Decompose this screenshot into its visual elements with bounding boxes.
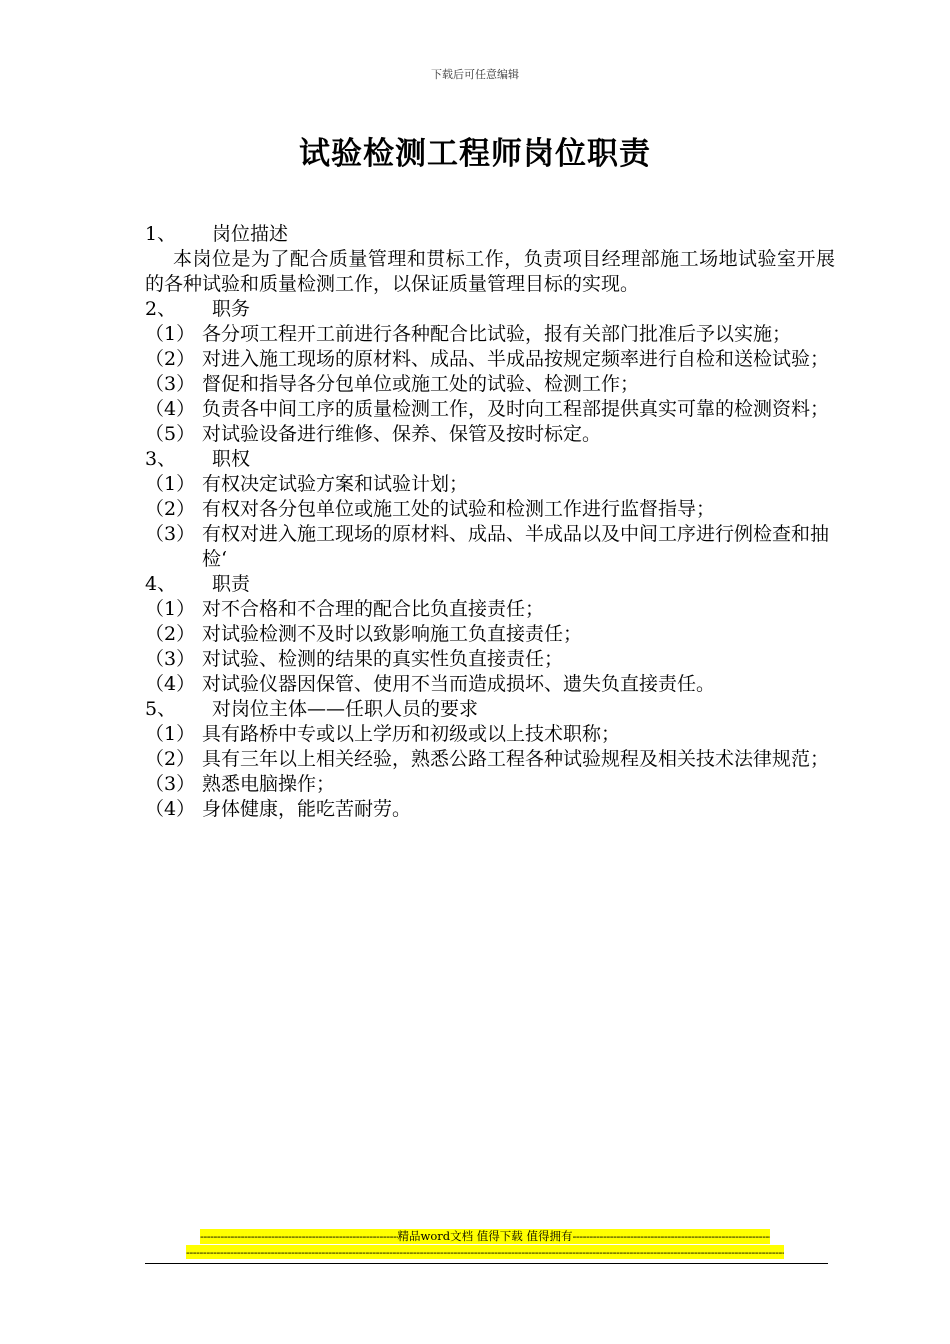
section-heading bbox=[145, 447, 835, 472]
item-text: 对不合格和不合理的配合比负直接责任； bbox=[202, 598, 545, 620]
document-body bbox=[145, 222, 835, 822]
section-number: 2、 bbox=[145, 298, 177, 320]
section-number: 3、 bbox=[145, 448, 177, 470]
item-text: 对试验仪器因保管、使用不当而造成损坏、遗失负直接责任。 bbox=[202, 673, 716, 695]
item-label: （2） bbox=[145, 748, 196, 770]
item-label: （4） bbox=[145, 398, 196, 420]
item-label: （3） bbox=[145, 773, 196, 795]
item-label: （5） bbox=[145, 423, 196, 445]
item-label: （4） bbox=[145, 798, 196, 820]
item-text: 督促和指导各分包单位或施工处的试验、检测工作； bbox=[202, 373, 640, 395]
item-label: （2） bbox=[145, 623, 196, 645]
item-text: 具有路桥中专或以上学历和初级或以上技术职称； bbox=[202, 723, 621, 745]
footer-banner bbox=[200, 1229, 770, 1244]
section-title: 职权 bbox=[212, 448, 251, 470]
list-item bbox=[145, 722, 835, 747]
list-item bbox=[145, 347, 835, 372]
section-title: 岗位描述 bbox=[212, 223, 289, 245]
footer-banner-text: 精品word文档 值得下载 值得拥有 bbox=[397, 1229, 573, 1243]
item-text: 对进入施工现场的原材料、成品、半成品按规定频率进行自检和送检试验； bbox=[202, 348, 830, 370]
footer-dash-row bbox=[186, 1245, 784, 1259]
item-label: （1） bbox=[145, 723, 196, 745]
item-label: （3） bbox=[145, 648, 196, 670]
description-paragraph: 本岗位是为了配合质量管理和贯标工作，负责项目经理部施工场地试验室开展的各种试验和质量检测工作，以保证质量管理目标的实现。 bbox=[145, 248, 835, 295]
item-label: （1） bbox=[145, 598, 196, 620]
item-text: 身体健康，能吃苦耐劳。 bbox=[202, 798, 412, 820]
section-heading bbox=[145, 697, 835, 722]
section-title: 对岗位主体——任职人员的要求 bbox=[212, 698, 479, 720]
item-label: （2） bbox=[145, 498, 196, 520]
item-text: 有权决定试验方案和试验计划； bbox=[202, 473, 469, 495]
section-heading bbox=[145, 572, 835, 597]
list-item bbox=[145, 522, 835, 572]
item-label: （1） bbox=[145, 323, 196, 345]
list-item bbox=[145, 397, 835, 422]
section-heading bbox=[145, 297, 835, 322]
section-title: 职责 bbox=[212, 573, 251, 595]
list-item bbox=[145, 497, 835, 522]
list-item bbox=[145, 797, 835, 822]
item-label: （2） bbox=[145, 348, 196, 370]
list-item bbox=[145, 472, 835, 497]
list-item bbox=[145, 372, 835, 397]
item-label: （3） bbox=[145, 373, 196, 395]
item-label: （3） bbox=[145, 523, 196, 545]
item-text: 有权对进入施工现场的原材料、成品、半成品以及中间工序进行例检查和抽检‘ bbox=[202, 523, 830, 570]
item-text: 有权对各分包单位或施工处的试验和检测工作进行监督指导； bbox=[202, 498, 716, 520]
item-text: 具有三年以上相关经验，熟悉公路工程各种试验规程及相关技术法律规范； bbox=[202, 748, 830, 770]
item-text: 熟悉电脑操作； bbox=[202, 773, 336, 795]
footer-dashes-right bbox=[572, 1229, 770, 1244]
list-item bbox=[145, 422, 835, 447]
item-text: 对试验检测不及时以致影响施工负直接责任； bbox=[202, 623, 583, 645]
list-item bbox=[145, 772, 835, 797]
footer-divider bbox=[145, 1263, 828, 1264]
item-text: 负责各中间工序的质量检测工作，及时向工程部提供真实可靠的检测资料； bbox=[202, 398, 830, 420]
section-number: 4、 bbox=[145, 573, 177, 595]
list-item bbox=[145, 647, 835, 672]
item-text: 对试验、检测的结果的真实性负直接责任； bbox=[202, 648, 564, 670]
footer-dashes-left bbox=[200, 1229, 398, 1244]
item-text: 对试验设备进行维修、保养、保管及按时标定。 bbox=[202, 423, 602, 445]
item-text: 各分项工程开工前进行各种配合比试验，报有关部门批准后予以实施； bbox=[202, 323, 792, 345]
list-item bbox=[145, 672, 835, 697]
list-item bbox=[145, 747, 835, 772]
header-note: 下载后可任意编辑 bbox=[431, 68, 519, 81]
section-number: 5、 bbox=[145, 698, 177, 720]
section-number: 1、 bbox=[145, 223, 177, 245]
section-title: 职务 bbox=[212, 298, 251, 320]
list-item bbox=[145, 622, 835, 647]
section-heading bbox=[145, 222, 835, 247]
list-item bbox=[145, 597, 835, 622]
item-label: （4） bbox=[145, 673, 196, 695]
item-label: （1） bbox=[145, 473, 196, 495]
list-item bbox=[145, 322, 835, 347]
document-title: 试验检测工程师岗位职责 bbox=[299, 136, 651, 172]
